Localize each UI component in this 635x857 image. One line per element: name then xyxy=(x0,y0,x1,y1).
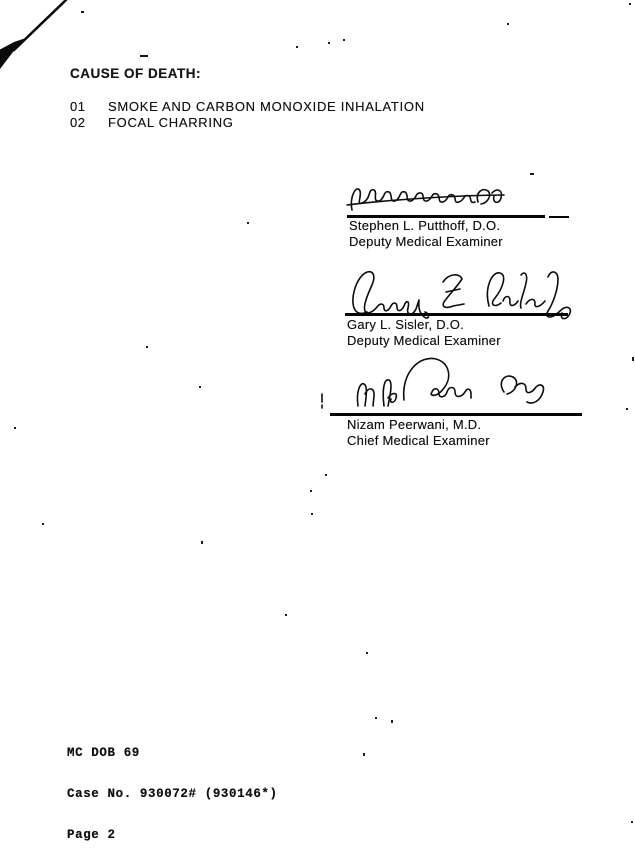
scan-speckle xyxy=(629,3,631,5)
scan-speckle xyxy=(285,614,287,616)
scan-speckle xyxy=(328,42,330,44)
peerwani-signature-image xyxy=(318,352,584,414)
cause-row xyxy=(70,99,425,115)
signer-name: Gary L. Sisler, D.O. xyxy=(347,317,464,332)
footer-line-case-number: Case No. 930072# (930146*) xyxy=(67,786,278,801)
signature-caption xyxy=(347,417,490,449)
scan-speckle xyxy=(632,357,634,361)
sisler-signature-image xyxy=(337,262,585,320)
scan-speckle xyxy=(366,652,368,654)
cause-row xyxy=(70,115,425,131)
cause-text: FOCAL CHARRING xyxy=(108,115,234,130)
footer-line-form-number: MC DOB 69 xyxy=(67,745,140,760)
signature-line xyxy=(549,216,569,218)
scan-speckle xyxy=(296,46,298,48)
scan-speckle xyxy=(201,541,203,544)
scan-speckle xyxy=(507,23,509,25)
scan-speckle xyxy=(363,753,365,756)
scan-speckle xyxy=(146,346,148,348)
signer-title: Deputy Medical Examiner xyxy=(347,333,501,348)
footer-line-page-number: Page 2 xyxy=(67,828,116,843)
scan-speckle xyxy=(140,55,148,57)
scan-speckle xyxy=(325,474,327,476)
signer-name: Stephen L. Putthoff, D.O. xyxy=(349,218,501,233)
cause-number: 01 xyxy=(70,99,86,114)
scan-speckle xyxy=(343,39,345,41)
scan-speckle xyxy=(81,11,84,13)
cause-text: SMOKE AND CARBON MONOXIDE INHALATION xyxy=(108,99,425,114)
scan-speckle xyxy=(199,386,201,388)
scan-speckle xyxy=(391,720,393,723)
signer-name: Nizam Peerwani, M.D. xyxy=(347,417,482,432)
scan-speckle xyxy=(14,427,16,429)
scan-speckle xyxy=(247,222,249,224)
signature-line xyxy=(345,313,568,316)
signature-caption xyxy=(349,218,503,250)
signer-title: Deputy Medical Examiner xyxy=(349,234,503,249)
scan-speckle xyxy=(42,523,44,525)
putthoff-signature-image xyxy=(344,180,510,216)
scan-speckle xyxy=(310,490,312,492)
document-footer xyxy=(67,719,278,857)
cause-number: 02 xyxy=(70,115,86,130)
cause-list xyxy=(70,99,425,131)
scan-speckle xyxy=(311,513,313,515)
signature-caption xyxy=(347,317,501,349)
scan-speckle xyxy=(530,173,534,175)
signature-line xyxy=(330,413,582,416)
scan-speckle xyxy=(375,717,377,719)
signer-title: Chief Medical Examiner xyxy=(347,433,490,448)
scan-speckle xyxy=(626,408,628,410)
scan-speckle xyxy=(631,821,633,823)
section-heading: CAUSE OF DEATH: xyxy=(70,66,201,81)
